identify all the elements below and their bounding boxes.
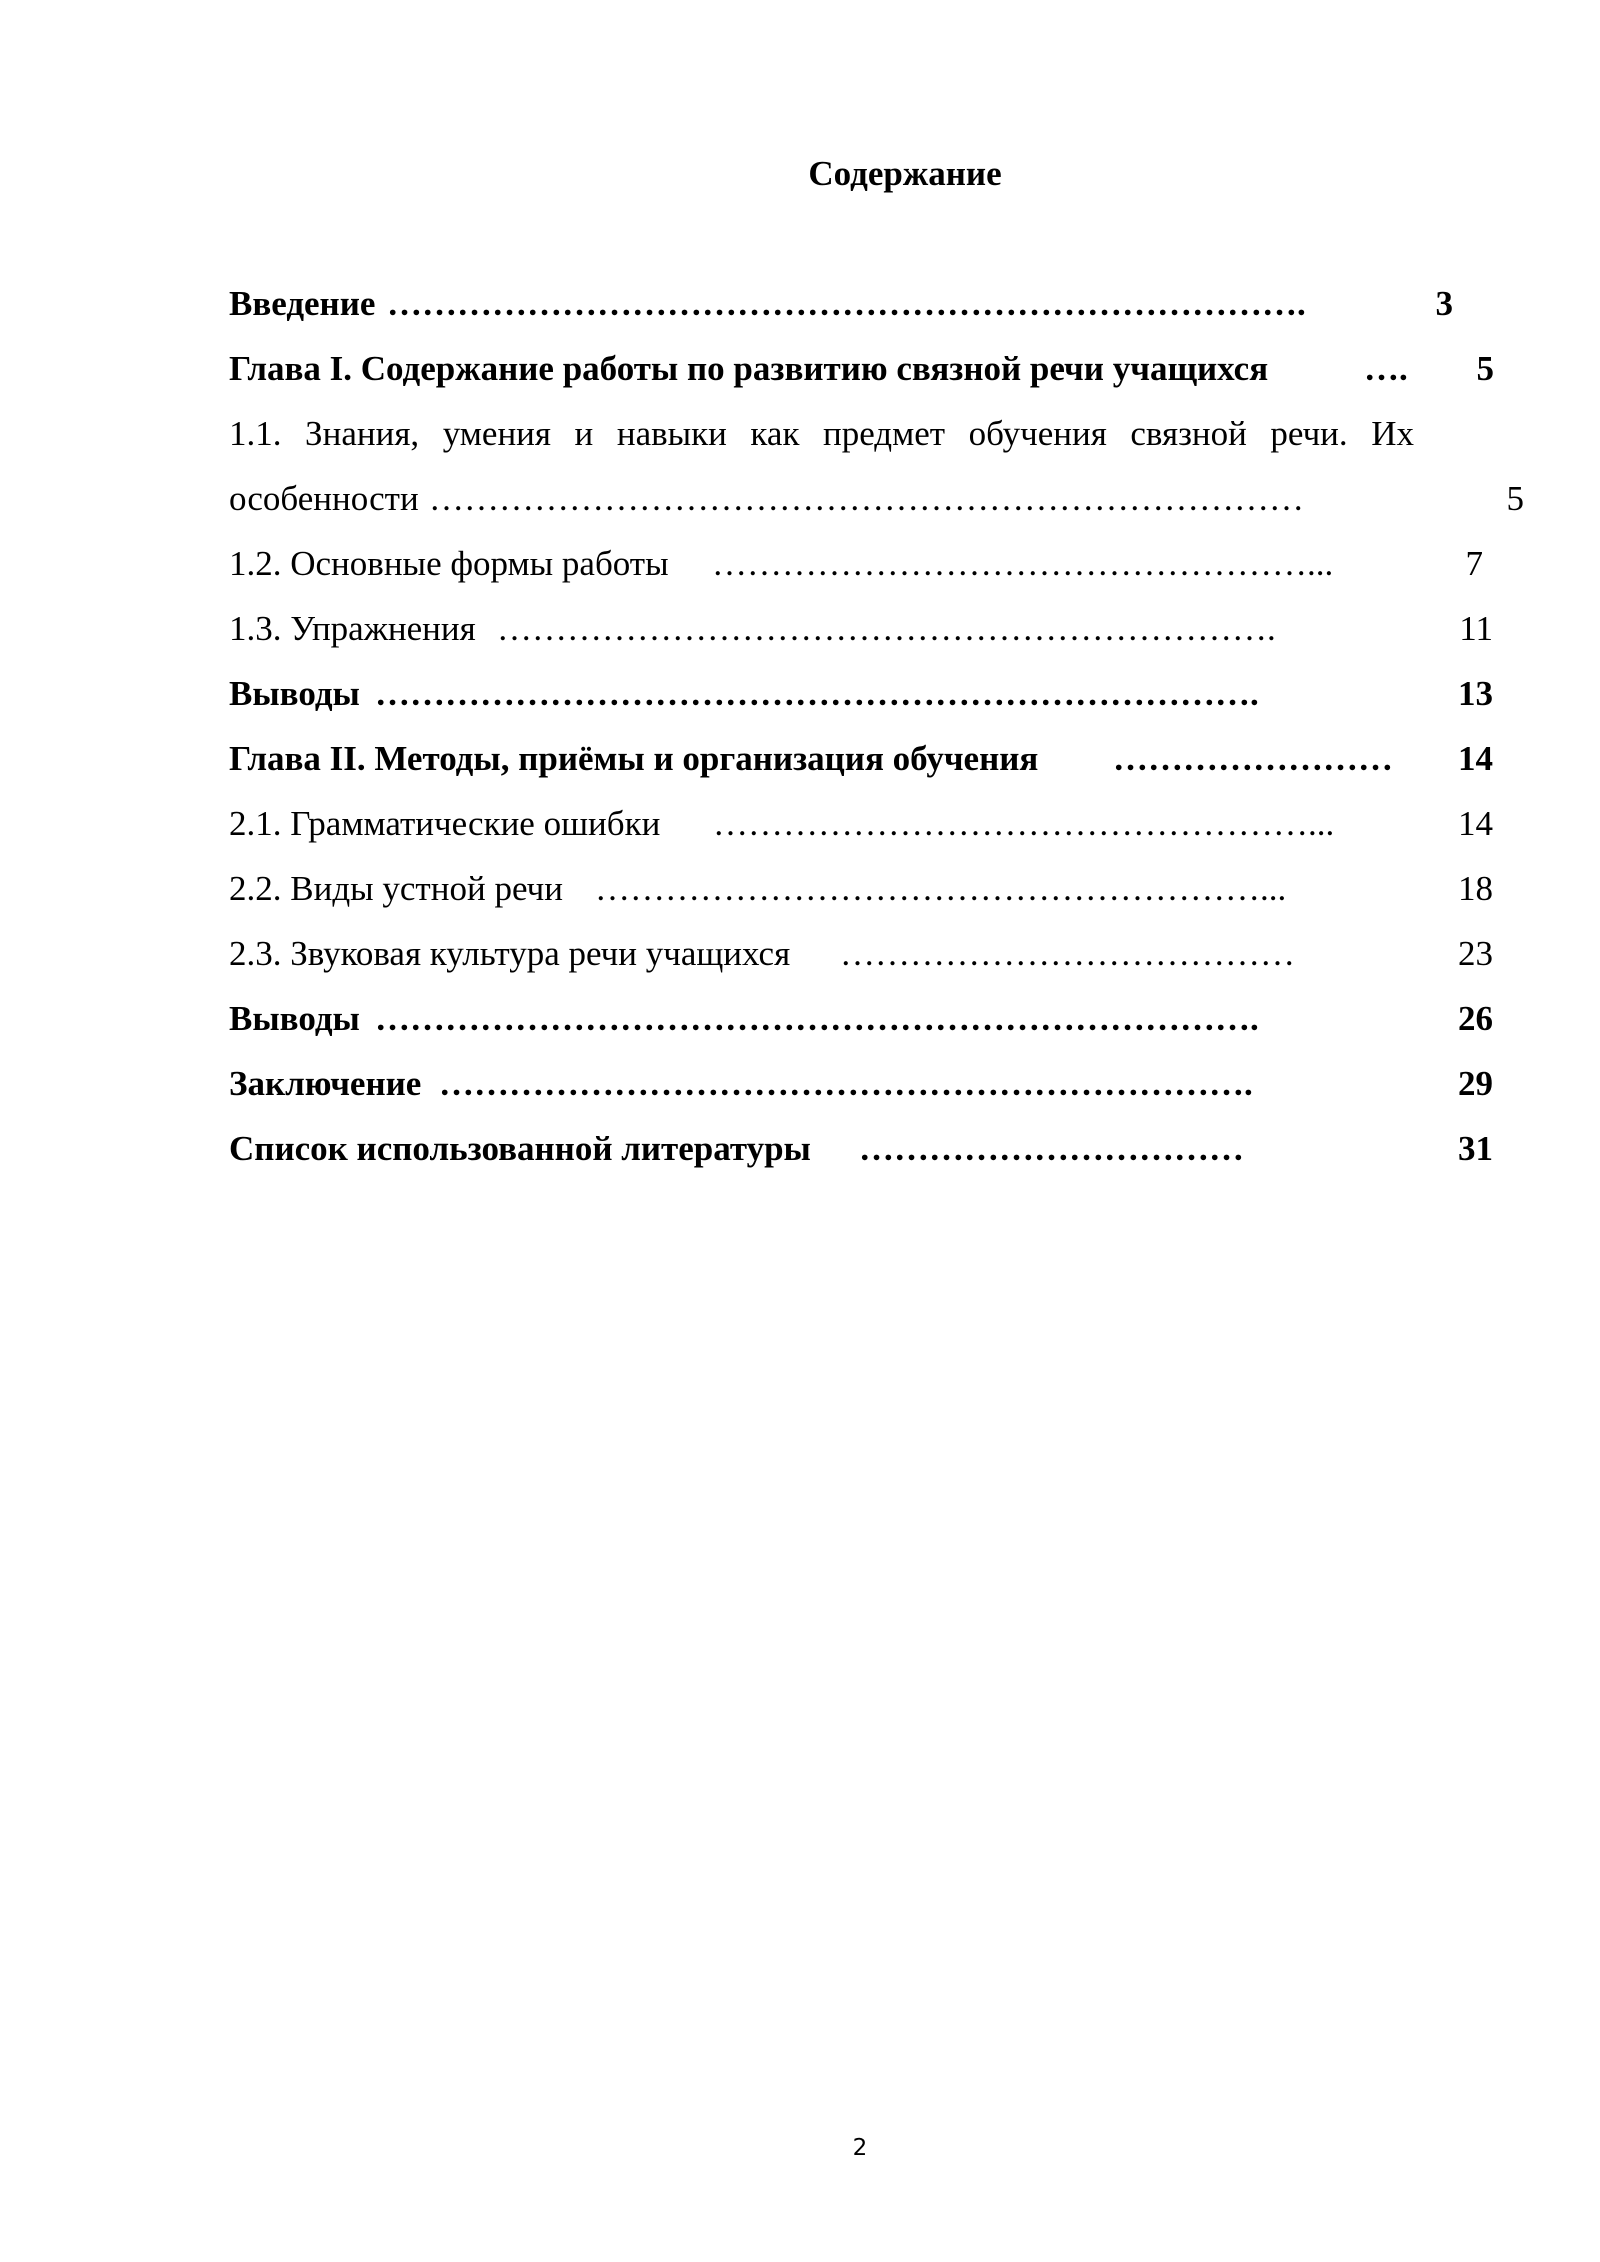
toc-entry-section-2-2[interactable]	[229, 867, 1529, 932]
toc-entry-section-2-1[interactable]	[229, 802, 1529, 867]
toc-page-number: 11	[1459, 609, 1493, 648]
toc-entry-bibliography[interactable]	[229, 1127, 1529, 1192]
toc-entry-label: Выводы	[229, 674, 360, 713]
toc-entry-chapter-1[interactable]	[229, 347, 1529, 412]
toc-leader-dots: ………………………………………………………………….	[375, 674, 1259, 713]
toc-entry-label: Глава I. Содержание работы по развитию связной речи учащихся	[229, 349, 1269, 388]
toc-entry-label: Список использованной литературы	[229, 1129, 811, 1168]
toc-leader-dots: ……………………………………………...	[713, 804, 1335, 843]
toc-entry-section-1-1[interactable]	[229, 412, 1529, 542]
toc-entry-label: 2.3. Звуковая культура речи учащихся	[229, 934, 791, 973]
toc-entry-label: 2.1. Грамматические ошибки	[229, 804, 661, 843]
toc-entry-label: Введение	[229, 284, 376, 323]
toc-page-number: 7	[1465, 544, 1483, 583]
toc-leader-dots: …………………………………………………………………….	[387, 284, 1306, 323]
toc-entry-label: особенности	[229, 479, 419, 518]
toc-page-number: 26	[1458, 999, 1493, 1038]
page-title: Содержание	[808, 154, 1002, 193]
page-number: 2	[852, 2135, 868, 2161]
toc-leader-dots: …………………………………	[840, 934, 1295, 973]
toc-leader-dots: ……………………	[1113, 739, 1393, 778]
toc-leader-dots: ….	[1364, 349, 1408, 388]
toc-leader-dots: …………………………………………………………………	[429, 479, 1304, 518]
toc-page-number: 18	[1458, 869, 1493, 908]
toc-leader-dots: ……………………………………………...	[712, 544, 1334, 583]
toc-leader-dots: …………………………………………………………….	[439, 1064, 1253, 1103]
toc-entry-label: 1.3. Упражнения	[229, 609, 476, 648]
toc-entry-conclusions-2[interactable]	[229, 997, 1529, 1062]
toc-leader-dots: ………………………………………………………………….	[375, 999, 1259, 1038]
toc-page-number: 29	[1458, 1064, 1493, 1103]
toc-page-number: 13	[1458, 674, 1493, 713]
toc-page-number: 23	[1458, 934, 1493, 973]
toc-entry-introduction[interactable]	[229, 282, 1529, 347]
toc-page-number: 14	[1458, 739, 1493, 778]
toc-page-number: 5	[1476, 349, 1494, 388]
toc-entry-conclusions-1[interactable]	[229, 672, 1529, 737]
toc-entry-conclusion[interactable]	[229, 1062, 1529, 1127]
toc-entry-label: 1.2. Основные формы работы	[229, 544, 669, 583]
toc-entry-section-2-3[interactable]	[229, 932, 1529, 997]
toc-entry-section-1-2[interactable]	[229, 542, 1529, 607]
toc-page-number: 31	[1458, 1129, 1493, 1168]
toc-page-number: 14	[1458, 804, 1493, 843]
toc-leader-dots: …………………………………………………...	[595, 869, 1287, 908]
toc-entry-chapter-2[interactable]	[229, 737, 1529, 802]
toc-leader-dots: ……………………………	[859, 1129, 1244, 1168]
toc-page-number: 3	[1435, 284, 1453, 323]
toc-leader-dots: ………………………………………………………….	[497, 609, 1276, 648]
toc-entry-label: 2.2. Виды устной речи	[229, 869, 563, 908]
toc-entry-label-line-1: 1.1. Знания, умения и навыки как предмет обучения связной речи. Их	[229, 414, 1414, 453]
toc-entry-label: Выводы	[229, 999, 360, 1038]
toc-entry-label: Заключение	[229, 1064, 422, 1103]
toc-page-number: 5	[1506, 479, 1524, 518]
toc-entry-section-1-3[interactable]	[229, 607, 1529, 672]
toc-entry-label: Глава II. Методы, приёмы и организация обучения	[229, 739, 1039, 778]
